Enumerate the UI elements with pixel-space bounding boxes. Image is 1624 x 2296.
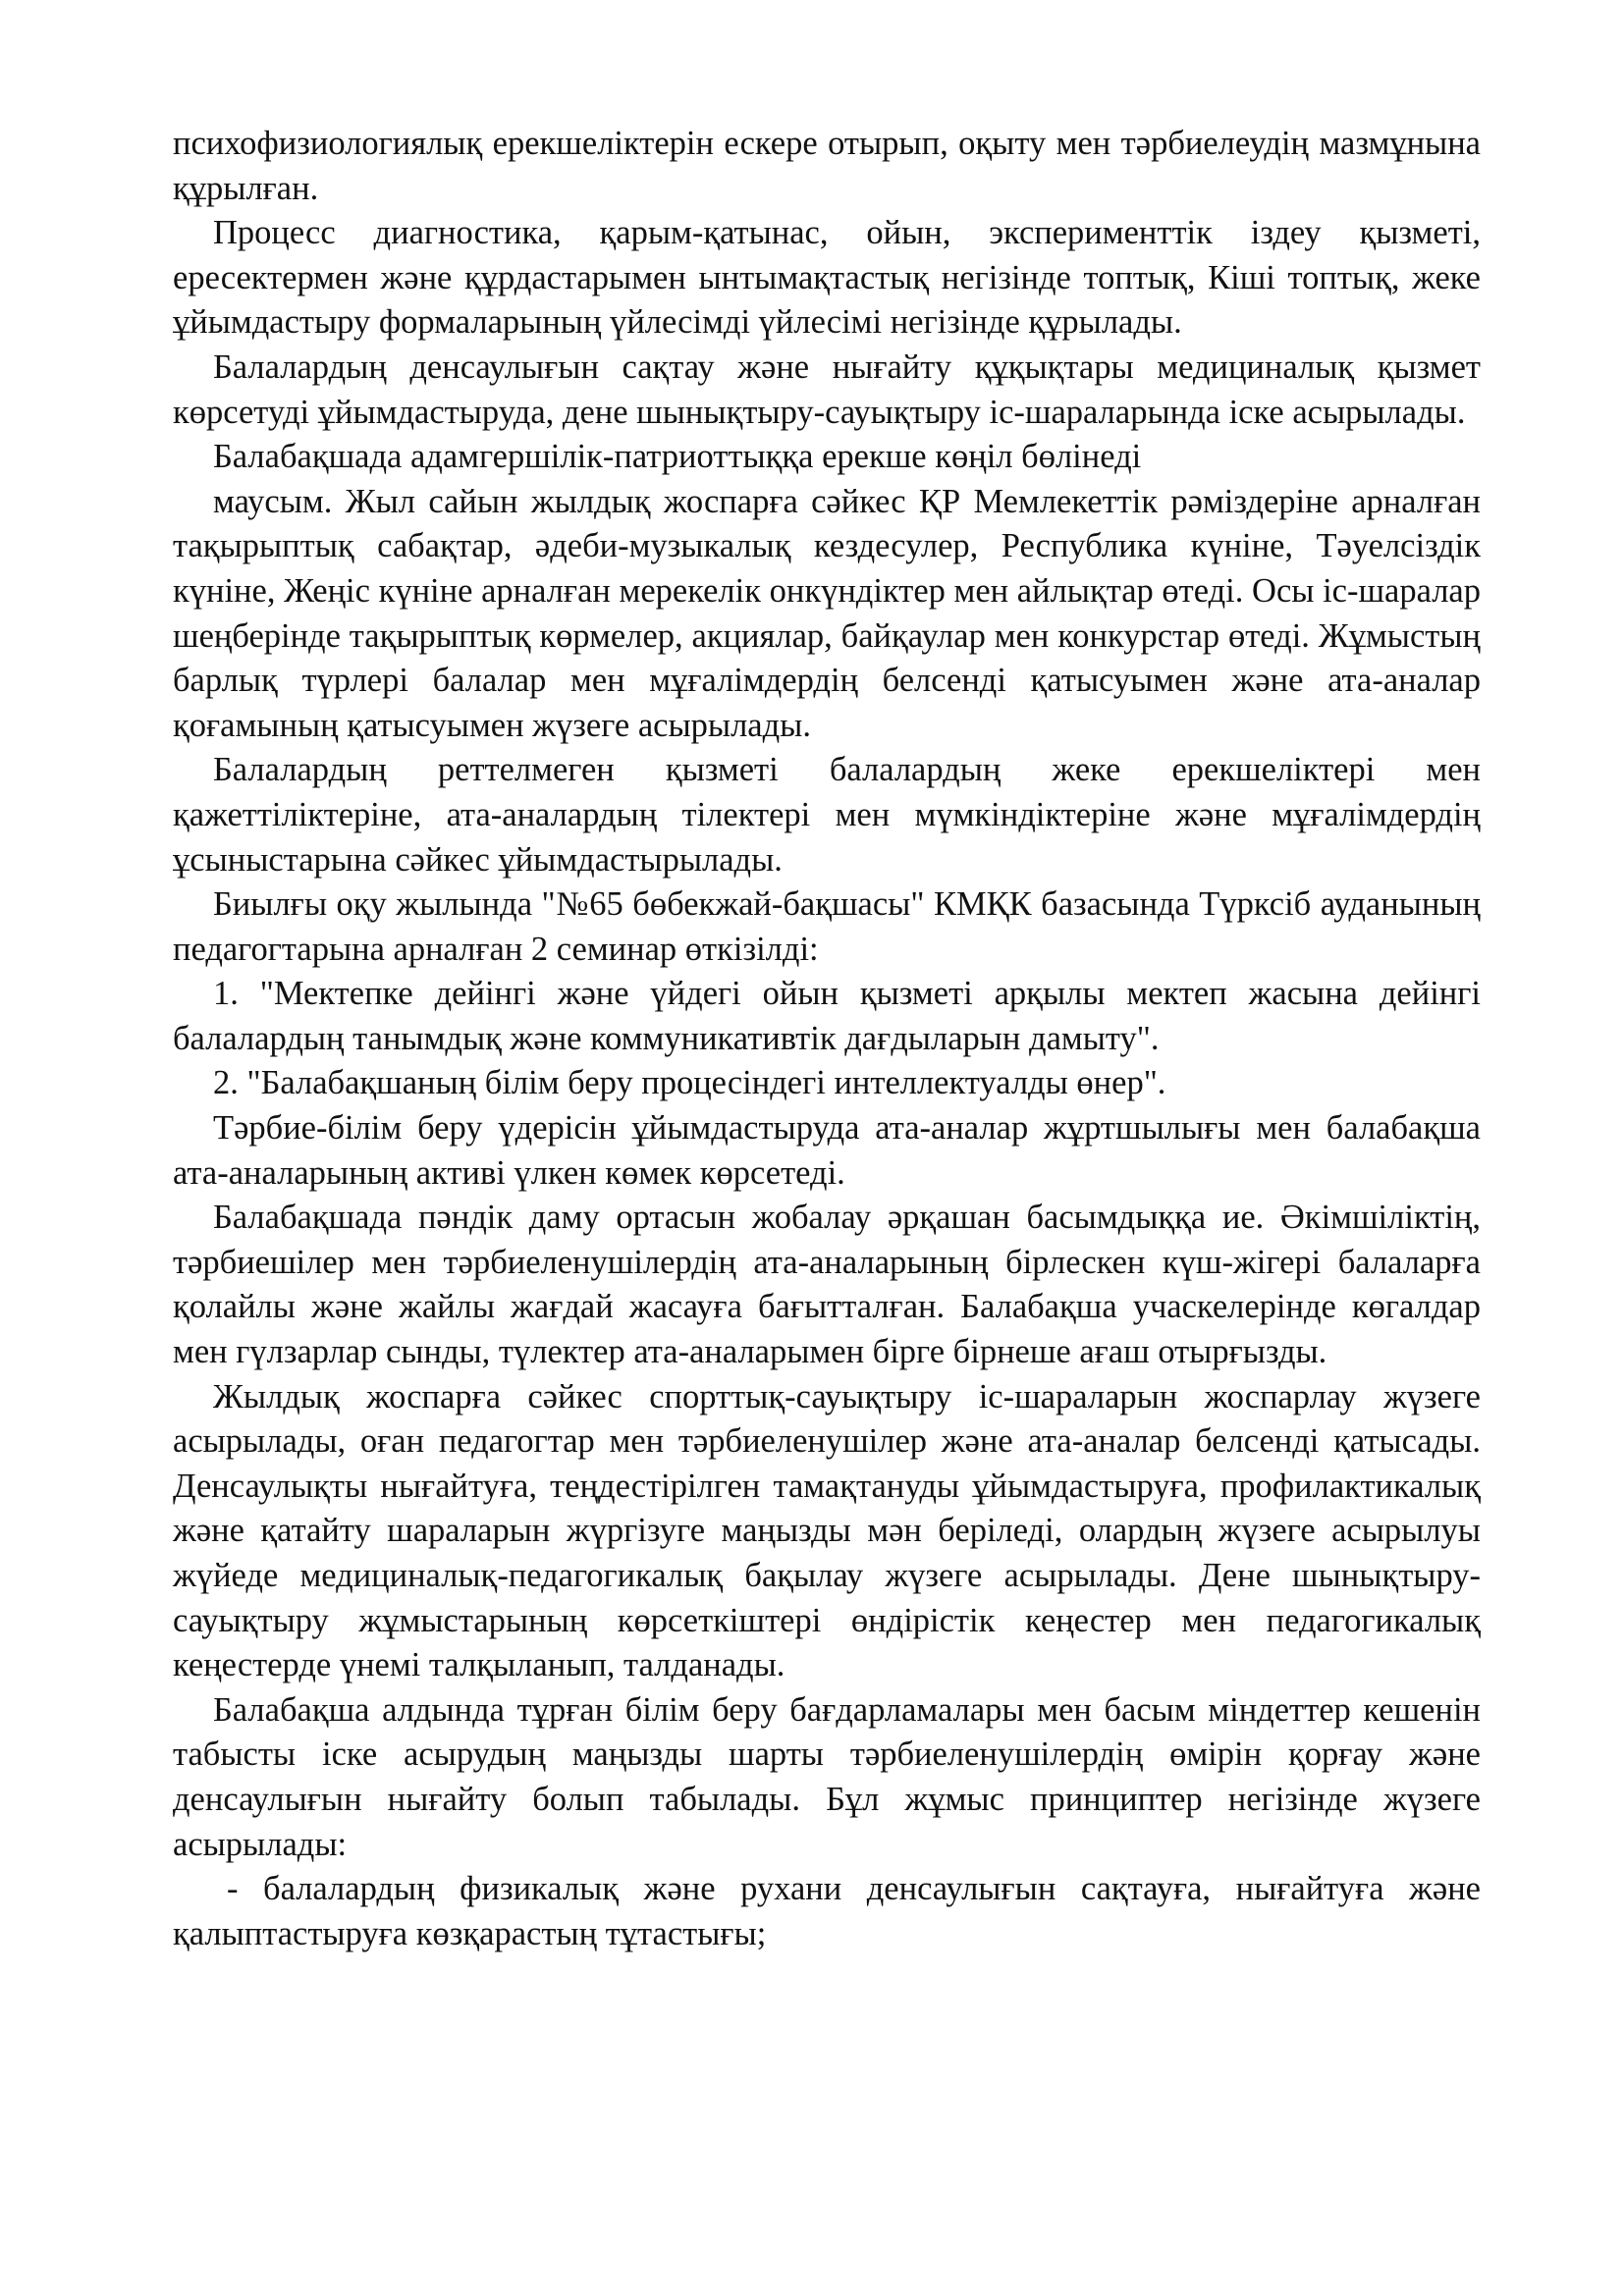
paragraph-2: Процесс диагностика, қарым-қатынас, ойын, эксперименттік іздеу қызметі, ересектермен және құрдастарымен ынтымақтастық негізінде топтық, Кіші топтық, жеке ұйымдастыру формаларының үйлесімді үйлесімі негізінде құрылады. [173,214,1481,342]
paragraph-4: Балабақшада адамгершілік-патриоттыққа ерекше көңіл бөлінеді [213,438,1142,476]
paragraph-1: психофизиологиялық ерекшеліктерін ескере отырып, оқыту мен тәрбиелеудің мазмұнына құрылған. [173,125,1481,207]
paragraph-9: Балабақшада пәндік даму ортасын жобалау әрқашан басымдыққа ие. Әкімшіліктің, тәрбиешілер мен тәрбиеленушілердің ата-аналарының бірлескен күш-жігері балаларға қолайлы және жайлы жағдай жасауға бағытталған. Балабақша учаскелерінде көгалдар мен гүлзарлар сынды, түлектер ата-аналарымен бірге бірнеше ағаш отырғызды. [173,1199,1481,1371]
seminar-item-2: 2. "Балабақшаның білім беру процесіндегі интеллектуалды өнер". [213,1064,1166,1102]
paragraph-8: Тәрбие-білім беру үдерісін ұйымдастыруда ата-аналар жұртшылығы мен балабақша ата-аналарының активі үлкен көмек көрсетеді. [173,1109,1481,1192]
document-page [173,122,1481,1956]
paragraph-7: Биылғы оқу жылында "№65 бөбекжай-бақшасы" КМҚК базасында Түрксіб ауданының педагогтарына арналған 2 семинар өткізілді: [173,885,1481,968]
paragraph-3: Балалардың денсаулығын сақтау және нығайту құқықтары медициналық қызмет көрсетуді ұйымдастыруда, дене шынықтыру-сауықтыру іс-шараларында іске асырылады. [173,347,1481,431]
paragraph-6: Балалардың реттелмеген қызметі балалардың жеке ерекшеліктері мен қажеттіліктеріне, ата-аналардың тілектері мен мүмкіндіктеріне және мұғалімдердің ұсыныстарына сәйкес ұйымдастырылады. [173,751,1481,879]
list-item-1: - балалардың физикалық және рухани денсаулығын сақтауға, нығайтуға және қалыптастыруға көзқарастың тұтастығы; [173,1870,1481,1952]
paragraph-5: маусым. Жыл сайын жылдық жоспарға сәйкес ҚР Мемлекеттік рәміздеріне арналған тақырыптық сабақтар, әдеби-музыкалық кездесулер, Республика күніне, Тәуелсіздік күніне, Жеңіс күніне арналған мерекелік онкүндіктер мен айлықтар өтеді. Осы іс-шаралар шеңберінде тақырыптық көрмелер, акциялар, байқаулар мен конкурстар өтеді. Жұмыстың барлық түрлері балалар мен мұғалімдердің белсенді қатысуымен және ата-аналар қоғамының қатысуымен жүзеге асырылады. [173,482,1481,744]
paragraph-11: Балабақша алдында тұрған білім беру бағдарламалары мен басым міндеттер кешенін табысты іске асырудың маңызды шарты тәрбиеленушілердің өмірін қорғау және денсаулығын нығайту болып табылады. Бұл жұмыс принциптер негізінде жүзеге асырылады: [173,1690,1481,1863]
paragraph-10: Жылдық жоспарға сәйкес спорттық-сауықтыру іс-шараларын жоспарлау жүзеге асырылады, оған педагогтар мен тәрбиеленушілер және ата-аналар белсенді қатысады. Денсаулықты нығайтуға, теңдестірілген тамақтануды ұйымдастыруға, профилактикалық және қатайту шараларын жүргізуге маңызды мән беріледі, олардың жүзеге асырылуы жүйеде медициналық-педагогикалық бақылау жүзеге асырылады. Дене шынықтыру-сауықтыру жұмыстарының көрсеткіштері өндірістік кеңестер мен педагогикалық кеңестерде үнемі талқыланып, талданады. [173,1377,1481,1684]
seminar-item-1: 1. "Мектепке дейінгі және үйдегі ойын қызметі арқылы мектеп жасына дейінгі балалардың танымдық және коммуникативтік дағдыларын дамыту". [173,975,1481,1057]
